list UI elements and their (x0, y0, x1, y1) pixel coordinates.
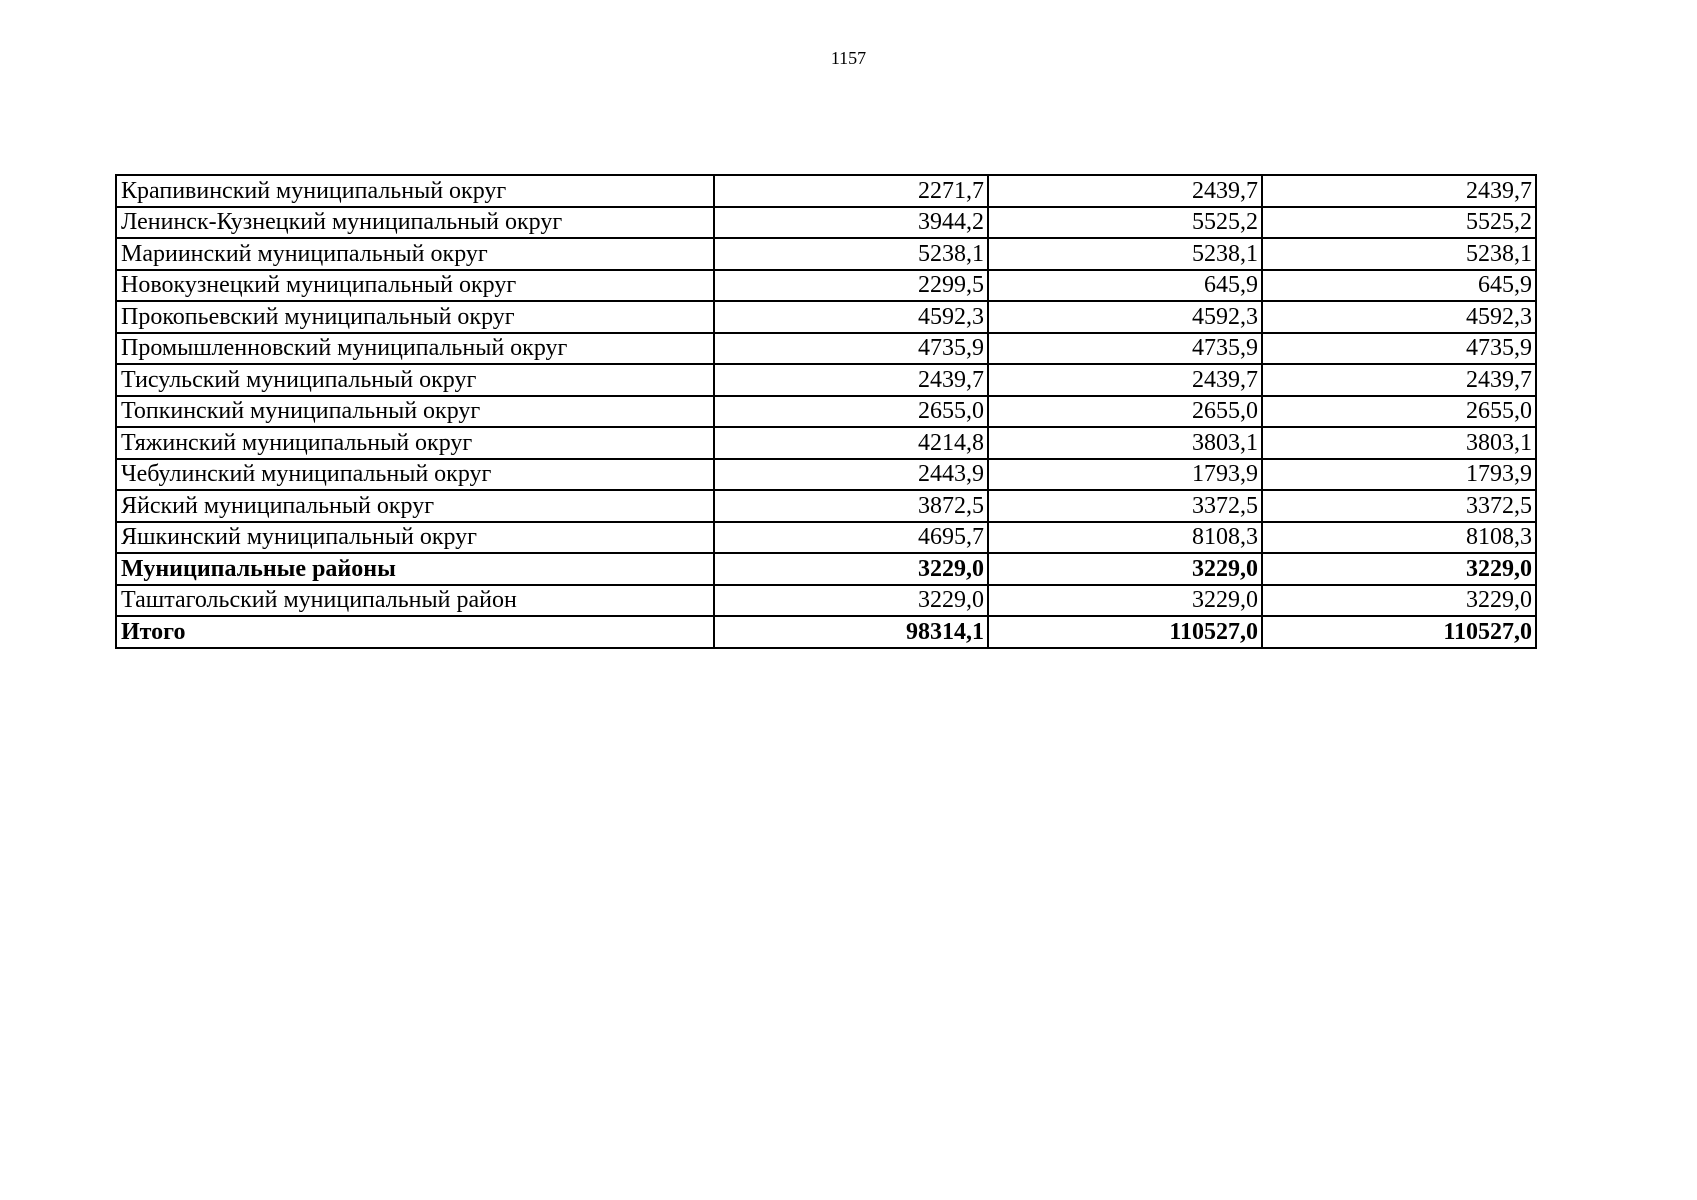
row-name: Таштагольский муниципальный район (116, 585, 714, 617)
row-value-3: 4735,9 (1262, 333, 1536, 365)
table-row (116, 585, 1536, 617)
row-value-3: 3229,0 (1262, 585, 1536, 617)
row-name: Муниципальные районы (116, 553, 714, 585)
row-value-2: 5238,1 (988, 238, 1262, 270)
row-value-1: 2655,0 (714, 396, 988, 428)
row-value-1: 3944,2 (714, 207, 988, 239)
table-row (116, 364, 1536, 396)
row-name: Итого (116, 616, 714, 648)
row-name: Новокузнецкий муниципальный округ (116, 270, 714, 302)
row-value-3: 3372,5 (1262, 490, 1536, 522)
row-value-3: 4592,3 (1262, 301, 1536, 333)
row-name: Прокопьевский муниципальный округ (116, 301, 714, 333)
row-value-3: 110527,0 (1262, 616, 1536, 648)
row-name: Топкинский муниципальный округ (116, 396, 714, 428)
data-table (115, 174, 1537, 649)
row-value-1: 98314,1 (714, 616, 988, 648)
table-row (116, 207, 1536, 239)
table-row (116, 522, 1536, 554)
row-name: Чебулинский муниципальный округ (116, 459, 714, 491)
row-value-3: 2439,7 (1262, 175, 1536, 207)
table-row (116, 427, 1536, 459)
row-name: Ленинск-Кузнецкий муниципальный округ (116, 207, 714, 239)
row-value-2: 4592,3 (988, 301, 1262, 333)
total-row (116, 616, 1536, 648)
row-value-2: 3229,0 (988, 585, 1262, 617)
row-value-2: 1793,9 (988, 459, 1262, 491)
row-value-2: 2439,7 (988, 364, 1262, 396)
table-row (116, 175, 1536, 207)
row-value-2: 5525,2 (988, 207, 1262, 239)
row-value-3: 2655,0 (1262, 396, 1536, 428)
row-name: Крапивинский муниципальный округ (116, 175, 714, 207)
table-body (116, 175, 1536, 648)
table-row (116, 270, 1536, 302)
row-value-1: 3872,5 (714, 490, 988, 522)
row-value-3: 5238,1 (1262, 238, 1536, 270)
row-value-3: 5525,2 (1262, 207, 1536, 239)
table-row (116, 396, 1536, 428)
subtotal-row (116, 553, 1536, 585)
row-value-1: 2439,7 (714, 364, 988, 396)
row-value-3: 2439,7 (1262, 364, 1536, 396)
row-value-2: 645,9 (988, 270, 1262, 302)
row-value-1: 3229,0 (714, 553, 988, 585)
row-value-3: 8108,3 (1262, 522, 1536, 554)
row-value-1: 4695,7 (714, 522, 988, 554)
row-name: Яйский муниципальный округ (116, 490, 714, 522)
row-name: Тисульский муниципальный округ (116, 364, 714, 396)
row-value-1: 2443,9 (714, 459, 988, 491)
row-value-2: 3372,5 (988, 490, 1262, 522)
row-value-1: 3229,0 (714, 585, 988, 617)
row-value-1: 2299,5 (714, 270, 988, 302)
row-value-2: 110527,0 (988, 616, 1262, 648)
row-value-1: 4214,8 (714, 427, 988, 459)
table-row (116, 238, 1536, 270)
table-row (116, 459, 1536, 491)
row-value-3: 3229,0 (1262, 553, 1536, 585)
row-value-1: 5238,1 (714, 238, 988, 270)
row-value-2: 2655,0 (988, 396, 1262, 428)
table-row (116, 490, 1536, 522)
row-value-2: 2439,7 (988, 175, 1262, 207)
page-number: 1157 (830, 48, 867, 68)
row-value-1: 4735,9 (714, 333, 988, 365)
row-value-2: 3803,1 (988, 427, 1262, 459)
table-row (116, 301, 1536, 333)
row-name: Яшкинский муниципальный округ (116, 522, 714, 554)
row-value-3: 3803,1 (1262, 427, 1536, 459)
row-value-2: 8108,3 (988, 522, 1262, 554)
row-name: Мариинский муниципальный округ (116, 238, 714, 270)
row-value-2: 4735,9 (988, 333, 1262, 365)
row-name: Тяжинский муниципальный округ (116, 427, 714, 459)
row-value-1: 4592,3 (714, 301, 988, 333)
row-name: Промышленновский муниципальный округ (116, 333, 714, 365)
row-value-3: 645,9 (1262, 270, 1536, 302)
row-value-3: 1793,9 (1262, 459, 1536, 491)
row-value-1: 2271,7 (714, 175, 988, 207)
table-row (116, 333, 1536, 365)
row-value-2: 3229,0 (988, 553, 1262, 585)
